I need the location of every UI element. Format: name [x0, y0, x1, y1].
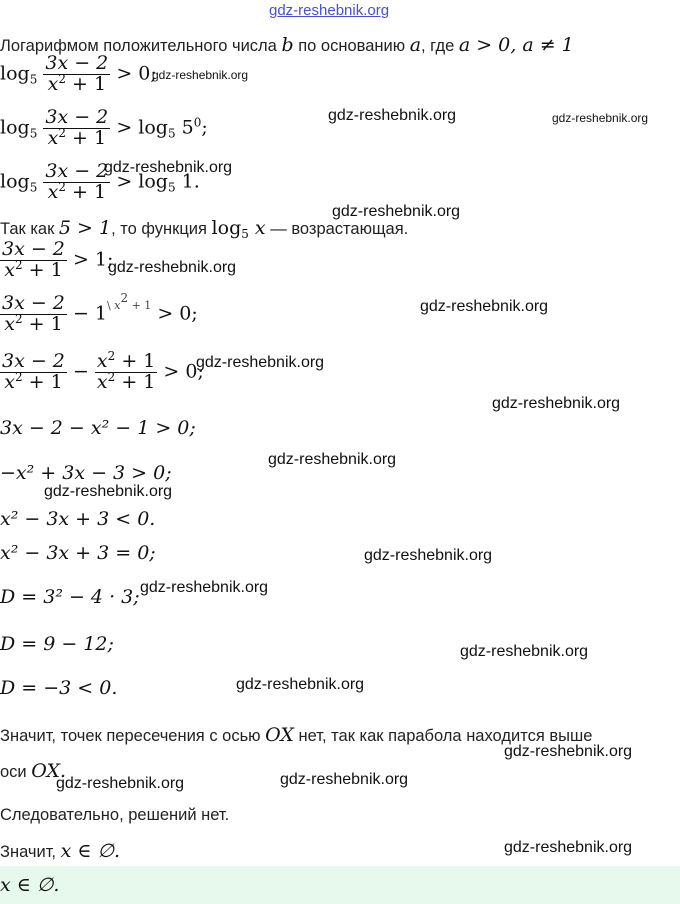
- watermark: gdz-reshebnik.org: [108, 259, 237, 276]
- log-word: log: [211, 217, 242, 239]
- log-base: 5: [29, 180, 38, 195]
- math-a: a: [409, 34, 422, 56]
- watermark: gdz-reshebnik.org: [492, 395, 621, 412]
- conclusion-line-3: Следовательно, решений нет.: [0, 806, 230, 824]
- fraction-numerator: 3x − 2: [2, 292, 65, 314]
- math-b: b: [281, 34, 294, 56]
- rel: > 1;: [72, 248, 114, 271]
- watermark: gdz-reshebnik.org: [504, 743, 633, 760]
- fraction: [0, 294, 67, 335]
- rel: > 0;: [116, 62, 157, 85]
- math-condition: a > 0, a ≠ 1: [458, 34, 574, 56]
- log-func: [212, 217, 266, 239]
- den-exp: 2: [14, 257, 23, 272]
- fraction-numerator: 3x − 2: [2, 238, 65, 260]
- concl-text: Значит,: [0, 843, 57, 861]
- concl-text: Значит, точек пересечения с осью: [0, 727, 261, 745]
- fraction: [0, 352, 67, 393]
- fraction-denominator: [43, 179, 110, 203]
- den-x: x: [4, 370, 15, 393]
- intro-text-2: по основанию: [298, 37, 406, 55]
- den-exp: 2: [58, 179, 66, 194]
- fraction-numerator: [95, 349, 157, 372]
- mono-text: Так как: [0, 220, 55, 238]
- semicolon: ;: [201, 116, 208, 139]
- den-exp: 2: [14, 369, 23, 384]
- log-func: log: [0, 170, 30, 193]
- den-tail: + 1: [22, 312, 63, 335]
- empty-set: x ∈ ∅.: [60, 840, 121, 862]
- den-x: x: [47, 126, 59, 149]
- den-exp: 2: [14, 311, 23, 326]
- den-exp: 2: [120, 291, 129, 306]
- inequality-line-6: $\frac{3x - 2}{x^2 + 1}$ − $\frac{x^2 + 1}{x^2 + 1}$ > 0;: [2, 349, 204, 393]
- den-exp: 2: [58, 125, 66, 140]
- equation-line-8: −x² + 3x − 3 > 0;: [0, 462, 172, 484]
- rel: > 0;: [163, 360, 204, 383]
- equation-line-9: x² − 3x + 3 < 0.: [0, 508, 156, 530]
- watermark: gdz-reshebnik.org: [328, 107, 457, 124]
- watermark: gdz-reshebnik.org: [140, 579, 269, 596]
- num-exp: 2: [107, 349, 116, 363]
- fraction-2: [95, 349, 157, 393]
- axis-label: OX: [265, 724, 294, 746]
- fraction: [43, 54, 110, 95]
- watermark: gdz-reshebnik.org: [552, 111, 649, 125]
- fraction-numerator: 3x − 2: [2, 350, 65, 372]
- inequality-line-1: [0, 54, 157, 95]
- equation-line-7: 3x − 2 − x² − 1 > 0;: [0, 417, 196, 439]
- num-x: x: [96, 350, 108, 372]
- den-tail: + 1: [65, 72, 107, 95]
- log-arg: x: [254, 217, 266, 239]
- den-x: x: [4, 258, 15, 281]
- watermark: gdz-reshebnik.org: [236, 676, 365, 693]
- den-tail: + 1: [128, 299, 152, 313]
- fraction-denominator: [0, 311, 67, 335]
- fraction-denominator: [43, 71, 110, 95]
- den-tail: + 1: [115, 370, 156, 393]
- mono-text-2: , то функция: [111, 220, 207, 238]
- answer-box: [0, 866, 680, 904]
- mono-text-3: — возрастающая.: [270, 220, 409, 238]
- fraction-denominator: [0, 369, 67, 393]
- den-x: x: [47, 180, 59, 203]
- power-base: 5: [181, 116, 194, 139]
- den-exp: 2: [58, 71, 66, 86]
- watermark: gdz-reshebnik.org: [460, 643, 589, 660]
- den-tail: + 1: [65, 180, 107, 203]
- inequality-line-2: [0, 108, 208, 149]
- fraction-denominator: [0, 257, 67, 281]
- watermark: gdz-reshebnik.org: [364, 547, 493, 564]
- watermark: gdz-reshebnik.org: [420, 298, 549, 315]
- fraction: [0, 240, 67, 281]
- rel: > 0;: [157, 302, 198, 325]
- den-x: x: [114, 299, 121, 313]
- log-func: log: [0, 62, 30, 85]
- equation-line-12: D = 9 − 12;: [0, 633, 114, 655]
- den-tail: + 1: [22, 370, 63, 393]
- concl-text: оси: [0, 763, 27, 781]
- monotonic-line: [0, 217, 408, 239]
- answer-text: x ∈ ∅.: [0, 874, 60, 896]
- watermark: gdz-reshebnik.org: [152, 68, 249, 82]
- log-base: 5: [241, 227, 249, 241]
- fraction-denominator: [43, 125, 110, 149]
- log-func: log: [0, 116, 30, 139]
- log-base: 5: [29, 72, 38, 87]
- watermark: gdz-reshebnik.org: [196, 354, 325, 371]
- equation-line-11: D = 3² − 4 · 3;: [0, 586, 140, 608]
- den-tail: + 1: [65, 126, 107, 149]
- log-base: 5: [167, 126, 176, 141]
- log-base: 5: [167, 180, 176, 195]
- den-x: x: [47, 72, 59, 95]
- intro-text: Логарифмом положительного числа: [0, 37, 277, 55]
- den-x: x: [4, 312, 15, 335]
- log-base: 5: [29, 126, 38, 141]
- watermark: gdz-reshebnik.org: [280, 771, 409, 788]
- equation-line-10: x² − 3x + 3 = 0;: [0, 542, 156, 564]
- fraction-numerator: 3x − 2: [45, 106, 109, 128]
- five-gt-one: 5 > 1: [58, 217, 112, 239]
- den-x: x: [96, 370, 108, 393]
- conclusion-line-4: [0, 840, 120, 862]
- axis-label: OX.: [31, 760, 67, 782]
- fraction-numerator: 3x − 2: [45, 160, 109, 182]
- equation-line-13: D = −3 < 0.: [0, 677, 118, 699]
- watermark: gdz-reshebnik.org: [104, 159, 233, 176]
- inequality-line-5: $\frac{3x - 2}{x^2 + 1}$ − $1^{\backslash x^2 + 1} > 0$;: [2, 291, 198, 335]
- den-tail: + 1: [22, 258, 63, 281]
- rel: > log: [116, 170, 168, 193]
- watermark: gdz-reshebnik.org: [44, 483, 173, 500]
- power-exp: 0: [193, 115, 202, 130]
- watermark: gdz-reshebnik.org: [268, 451, 397, 468]
- one-value: 1.: [175, 170, 200, 193]
- watermark: gdz-reshebnik.org: [56, 775, 185, 792]
- concl-text-b: нет, так как парабола находится выше: [298, 727, 593, 745]
- fraction: [43, 108, 110, 149]
- inequality-line-4: [0, 240, 113, 281]
- minus-one: − 1: [72, 302, 108, 325]
- intro-text-3: , где: [421, 37, 455, 55]
- den-exp: 2: [107, 369, 116, 384]
- fraction: [43, 162, 110, 203]
- watermark: gdz-reshebnik.org: [504, 839, 633, 856]
- fraction-numerator: 3x − 2: [45, 52, 109, 74]
- num-tail: + 1: [115, 350, 156, 372]
- rel: > log: [116, 116, 168, 139]
- watermark: gdz-reshebnik.org: [332, 203, 461, 220]
- watermark-top-link[interactable]: gdz-reshebnik.org: [269, 2, 390, 19]
- fraction-denominator: [95, 369, 157, 393]
